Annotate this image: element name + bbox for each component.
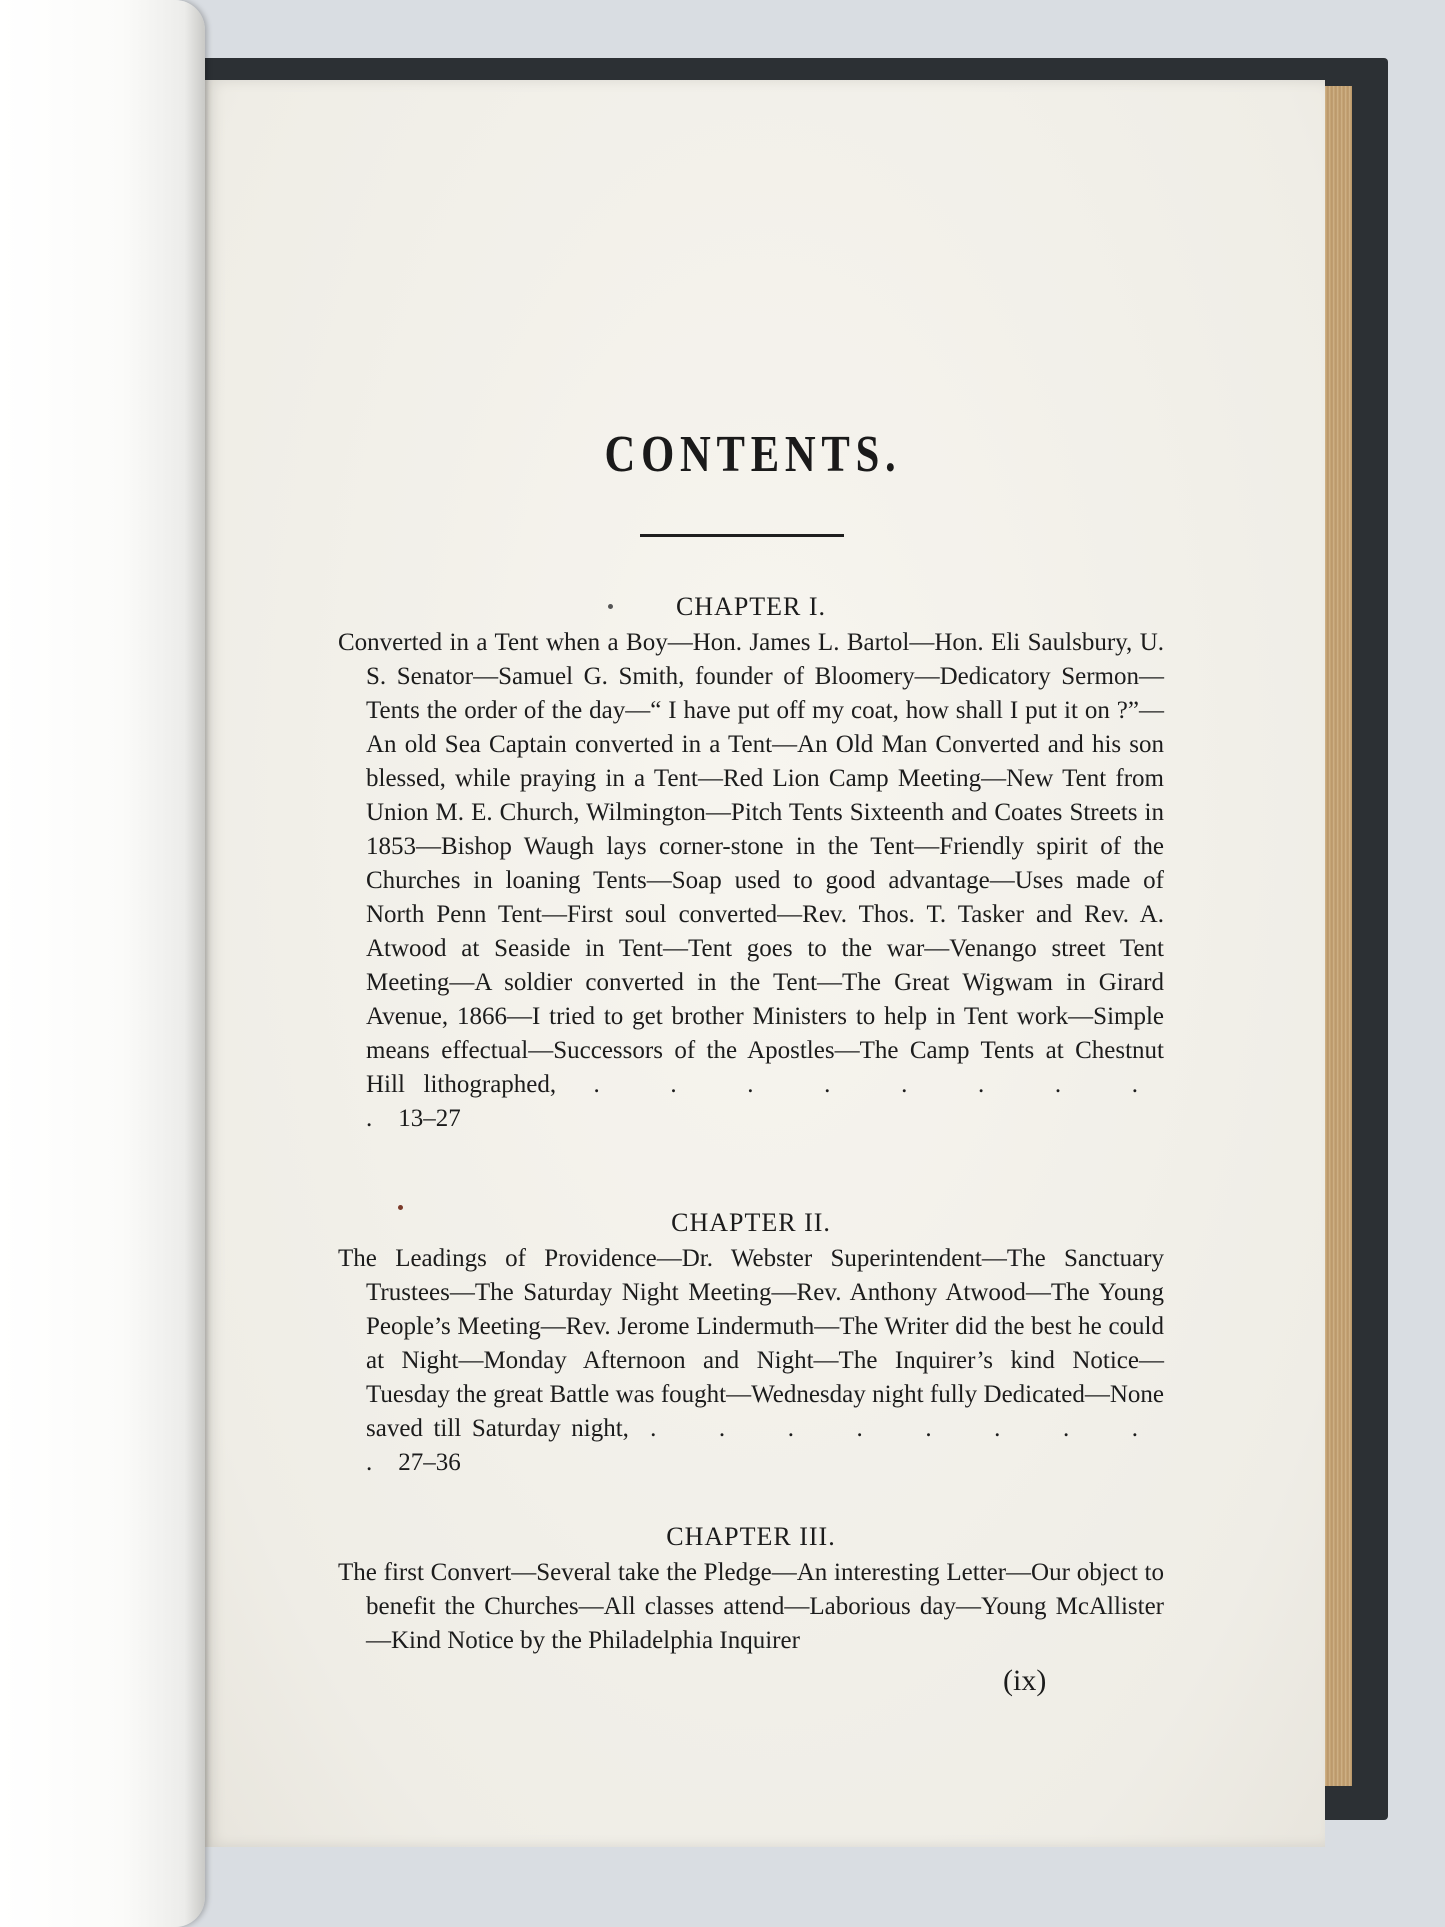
dot-leader: . . . . . . . . .	[366, 1071, 1165, 1132]
page-number: (ix)	[1003, 1664, 1047, 1697]
chapter-summary-text: The first Convert—Several take the Pledge—An interesting Letter—Our object to benefit the Churches—All classes attend—Laborious day—Young McAllister—Kind Notice by the Philadelphia Inquirer	[338, 1559, 1164, 1654]
dot-leader: . . . . . . . . .	[366, 1415, 1165, 1476]
ink-speck	[398, 1205, 403, 1210]
page-range: 27–36	[398, 1449, 461, 1476]
chapter-summary	[338, 626, 1164, 1136]
chapter-summary-text: Converted in a Tent when a Boy—Hon. James L. Bartol—Hon. Eli Saulsbury, U. S. Senator—Samuel G. Smith, founder of Bloomery—Dedicatory Sermon—Tents the order of the day—“ I have put off my coat, how shall I put it on ?”—An old Sea Captain converted in a Tent—An Old Man Converted and his son blessed, while praying in a Tent—Red Lion Camp Meeting—New Tent from Union M. E. Church, Wilmington—Pitch Tents Sixteenth and Coates Streets in 1853—Bishop Waugh lays corner-stone in the Tent—Friendly spirit of the Churches in loaning Tents—Soap used to good advantage—Uses made of North Penn Tent—First soul converted—Rev. Thos. T. Tasker and Rev. A. Atwood at Seaside in Tent—Tent goes to the war—Venango street Tent Meeting—A soldier converted in the Tent—The Great Wigwam in Girard Avenue, 1866—I tried to get brother Ministers to help in Tent work—Simple means effectual—Successors of the Apostles—The Camp Tents at Chestnut Hill lithographed,	[338, 629, 1164, 1098]
chapter-summary	[338, 1242, 1164, 1480]
chapter-heading: CHAPTER III.	[666, 1522, 836, 1551]
page-range: 13–27	[398, 1105, 461, 1132]
page-title: CONTENTS.	[604, 426, 902, 483]
chapter-summary-text: The Leadings of Providence—Dr. Webster Superintendent—The Sanctuary Trustees—The Saturday Night Meeting—Rev. Anthony Atwood—The Young People’s Meeting—Rev. Jerome Lindermuth—The Writer did the best he could at Night—Monday Afternoon and Night—The Inquirer’s kind Notice—Tuesday the great Battle was fought—Wednesday night fully Dedicated—None saved till Saturday night,	[338, 1245, 1164, 1442]
chapter-heading: CHAPTER I.	[675, 592, 827, 621]
title-rule	[640, 534, 844, 537]
chapter-2	[338, 1208, 1164, 1480]
left-page	[0, 0, 205, 1927]
chapter-3	[338, 1522, 1164, 1658]
chapter-1	[338, 592, 1164, 1136]
chapter-summary	[338, 1556, 1164, 1658]
ink-speck	[608, 604, 613, 609]
chapter-heading: CHAPTER II.	[671, 1208, 831, 1237]
